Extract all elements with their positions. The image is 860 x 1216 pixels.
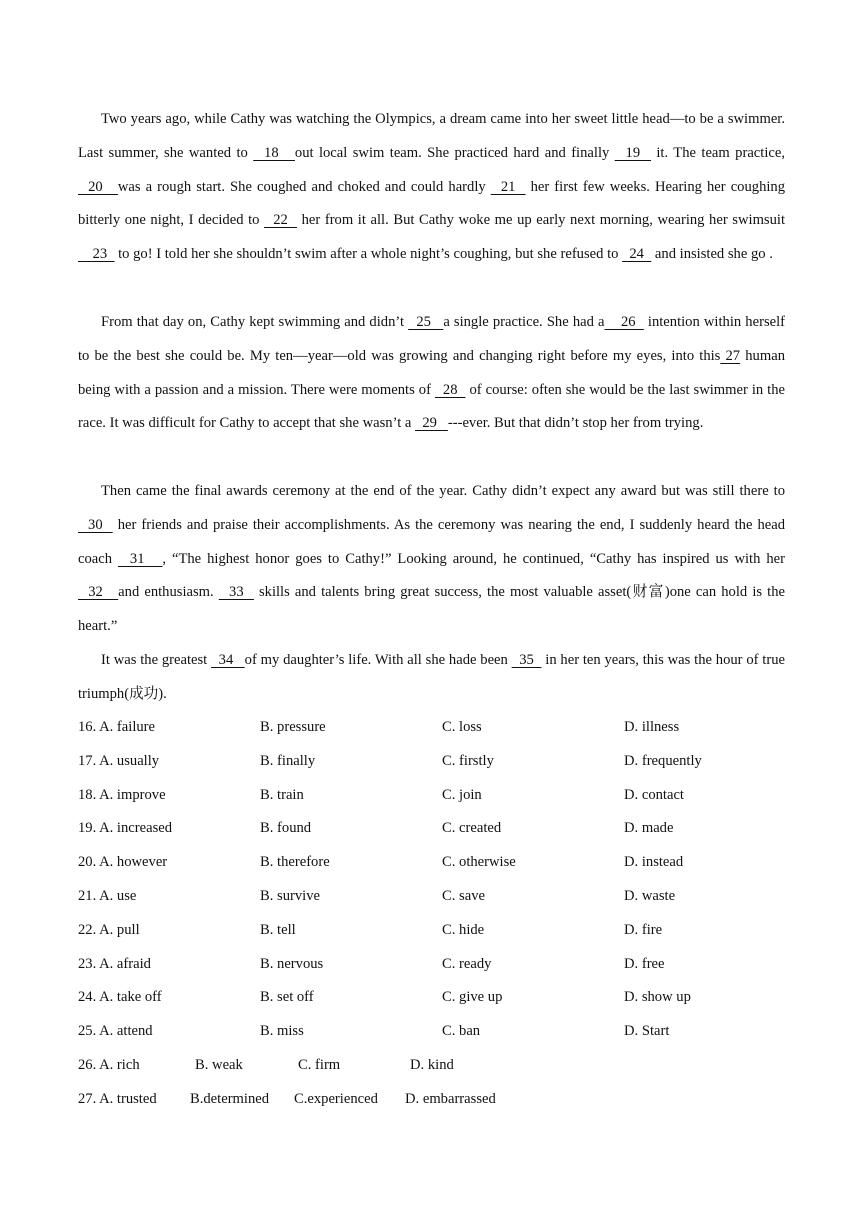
option-a: 18. A. improve <box>78 786 166 803</box>
option-row <box>78 880 785 914</box>
option-c: C. join <box>442 786 482 803</box>
option-b: B. pressure <box>260 719 326 735</box>
answer-blank: 30 <box>78 516 113 533</box>
option-a: 24. A. take off <box>78 989 162 1006</box>
option-c: C. otherwise <box>442 854 516 871</box>
option-a: 21. A. use <box>78 887 137 904</box>
options-list <box>78 711 785 1117</box>
option-a: 22. A. pull <box>78 921 140 938</box>
option-c: C. firm <box>298 1056 341 1073</box>
option-d: D. contact <box>624 786 684 803</box>
option-row <box>78 846 785 880</box>
passage-text: to go! I told her she shouldn’t swim after a whole night’s coughing, but she refused to <box>114 246 623 263</box>
option-d: D. kind <box>410 1056 454 1073</box>
passage-text: and insisted she go . <box>651 246 773 263</box>
option-b: B. weak <box>195 1056 243 1073</box>
passage-text: was a rough start. She coughed and choked and could hardly <box>117 178 491 195</box>
passage-text: ---ever. But that didn’t stop her from trying. <box>447 415 704 432</box>
passage-text: Two years ago, while Cathy was watching the Olympics, a dream came into her sweet little head—to be a swimmer. Last summer, she wanted to <box>78 111 785 161</box>
option-d: D. instead <box>624 854 684 871</box>
option-d: D. made <box>624 820 674 837</box>
passage-text: of my daughter’s life. With all she hade been <box>244 652 512 668</box>
option-b: B. finally <box>260 752 316 769</box>
option-c: C. ban <box>442 1023 481 1040</box>
option-row <box>78 745 785 779</box>
answer-blank: 33 <box>218 584 254 601</box>
option-a: 26. A. rich <box>78 1056 140 1073</box>
passage-text: and enthusiasm. <box>118 584 219 601</box>
option-a: 17. A. usually <box>78 752 160 769</box>
answer-blank: 32 <box>78 584 119 601</box>
option-a: 16. A. failure <box>78 719 156 735</box>
passage-text: It was the greatest <box>101 652 212 668</box>
option-row <box>78 1049 785 1083</box>
option-row <box>78 711 785 745</box>
passage-text: human being with a passion and a mission. There were moments of <box>78 347 785 398</box>
option-d: D. show up <box>624 989 691 1006</box>
paragraph-2 <box>78 306 785 441</box>
answer-blank: 22 <box>264 212 298 229</box>
answer-blank: 25 <box>408 314 444 330</box>
answer-blank: 28 <box>434 381 466 398</box>
passage-text: From that day on, Cathy kept swimming and didn’t <box>101 314 409 330</box>
option-c: C. loss <box>442 719 482 735</box>
option-c: C. created <box>442 820 502 837</box>
passage-text: it. The team practice, <box>650 144 785 161</box>
answer-blank: 21 <box>490 178 526 195</box>
answer-blank: 18 <box>253 144 295 161</box>
option-c: C. give up <box>442 989 503 1006</box>
option-d: D. waste <box>624 887 676 904</box>
passage-text: her first few weeks. Hearing her coughing bitterly one night, I decided to <box>78 178 786 229</box>
passage-text: , “The highest honor goes to Cathy!” Looking around, he continued, “Cathy has inspired us with her <box>162 550 785 567</box>
passage-text: her friends and praise their accomplishments. As the ceremony was nearing the end, I suddenly heard the head coach <box>78 516 785 567</box>
option-b: B. set off <box>260 989 314 1006</box>
option-c: C. firstly <box>442 752 494 769</box>
passage-text: a single practice. She had a <box>443 314 605 330</box>
answer-blank: 19 <box>614 144 651 161</box>
option-a: 20. A. however <box>78 854 168 871</box>
option-a: 25. A. attend <box>78 1023 153 1040</box>
option-d: D. embarrassed <box>405 1090 496 1107</box>
answer-blank: 24 <box>622 246 652 263</box>
option-c: C. save <box>442 887 485 904</box>
option-row <box>78 914 785 948</box>
answer-blank: 26 <box>604 314 644 330</box>
answer-blank: 20 <box>78 178 118 195</box>
answer-blank: 34 <box>211 652 245 668</box>
option-d: D. free <box>624 955 665 972</box>
option-b: B. found <box>260 820 312 837</box>
paragraph-1 <box>78 103 785 272</box>
option-row <box>78 812 785 846</box>
option-d: D. frequently <box>624 752 702 769</box>
option-b: B. nervous <box>260 955 324 972</box>
passage-text: Then came the final awards ceremony at the end of the year. Cathy didn’t expect any award but was still there to <box>101 483 785 499</box>
option-c: C. hide <box>442 921 485 938</box>
option-row <box>78 779 785 813</box>
option-a: 19. A. increased <box>78 820 173 837</box>
option-d: D. illness <box>624 719 680 735</box>
option-a: 27. A. trusted <box>78 1090 157 1107</box>
option-row <box>78 1015 785 1049</box>
option-d: D. Start <box>624 1023 670 1040</box>
passage-text: of course: often she would be the last swimmer in the race. It was difficult for Cathy to accept that she wasn’t a <box>78 381 785 432</box>
answer-blank: 35 <box>511 652 542 668</box>
option-b: B. survive <box>260 887 320 904</box>
option-row <box>78 1083 785 1117</box>
answer-blank: 23 <box>78 246 115 263</box>
option-d: D. fire <box>624 921 663 938</box>
passage-text: intention within herself to be the best she could be. My ten—year—old was growing and changing right before my eyes, into this <box>78 314 786 364</box>
option-b: B.determined <box>190 1090 270 1107</box>
answer-blank: 31 <box>117 550 163 567</box>
passage-text: in her ten years, this was the hour of true triumph(成功). <box>78 652 785 702</box>
paragraph-3 <box>78 475 785 644</box>
option-row <box>78 981 785 1015</box>
passage-text: skills and talents bring great success, the most valuable asset(财富)one can hold is the heart.” <box>78 584 785 635</box>
option-b: B. tell <box>260 921 296 938</box>
passage-text: her from it all. But Cathy woke me up early next morning, wearing her swimsuit <box>297 212 786 229</box>
option-c: C. ready <box>442 955 492 972</box>
passage-text: out local swim team. She practiced hard and finally <box>294 144 615 161</box>
answer-blank: 29 <box>415 415 448 432</box>
option-row <box>78 948 785 982</box>
paragraph-4 <box>78 644 785 712</box>
answer-blank: 27 <box>720 347 741 364</box>
option-c: C.experienced <box>294 1090 378 1107</box>
option-b: B. train <box>260 786 304 803</box>
option-b: B. therefore <box>260 854 330 871</box>
option-a: 23. A. afraid <box>78 955 151 972</box>
option-b: B. miss <box>260 1023 304 1040</box>
